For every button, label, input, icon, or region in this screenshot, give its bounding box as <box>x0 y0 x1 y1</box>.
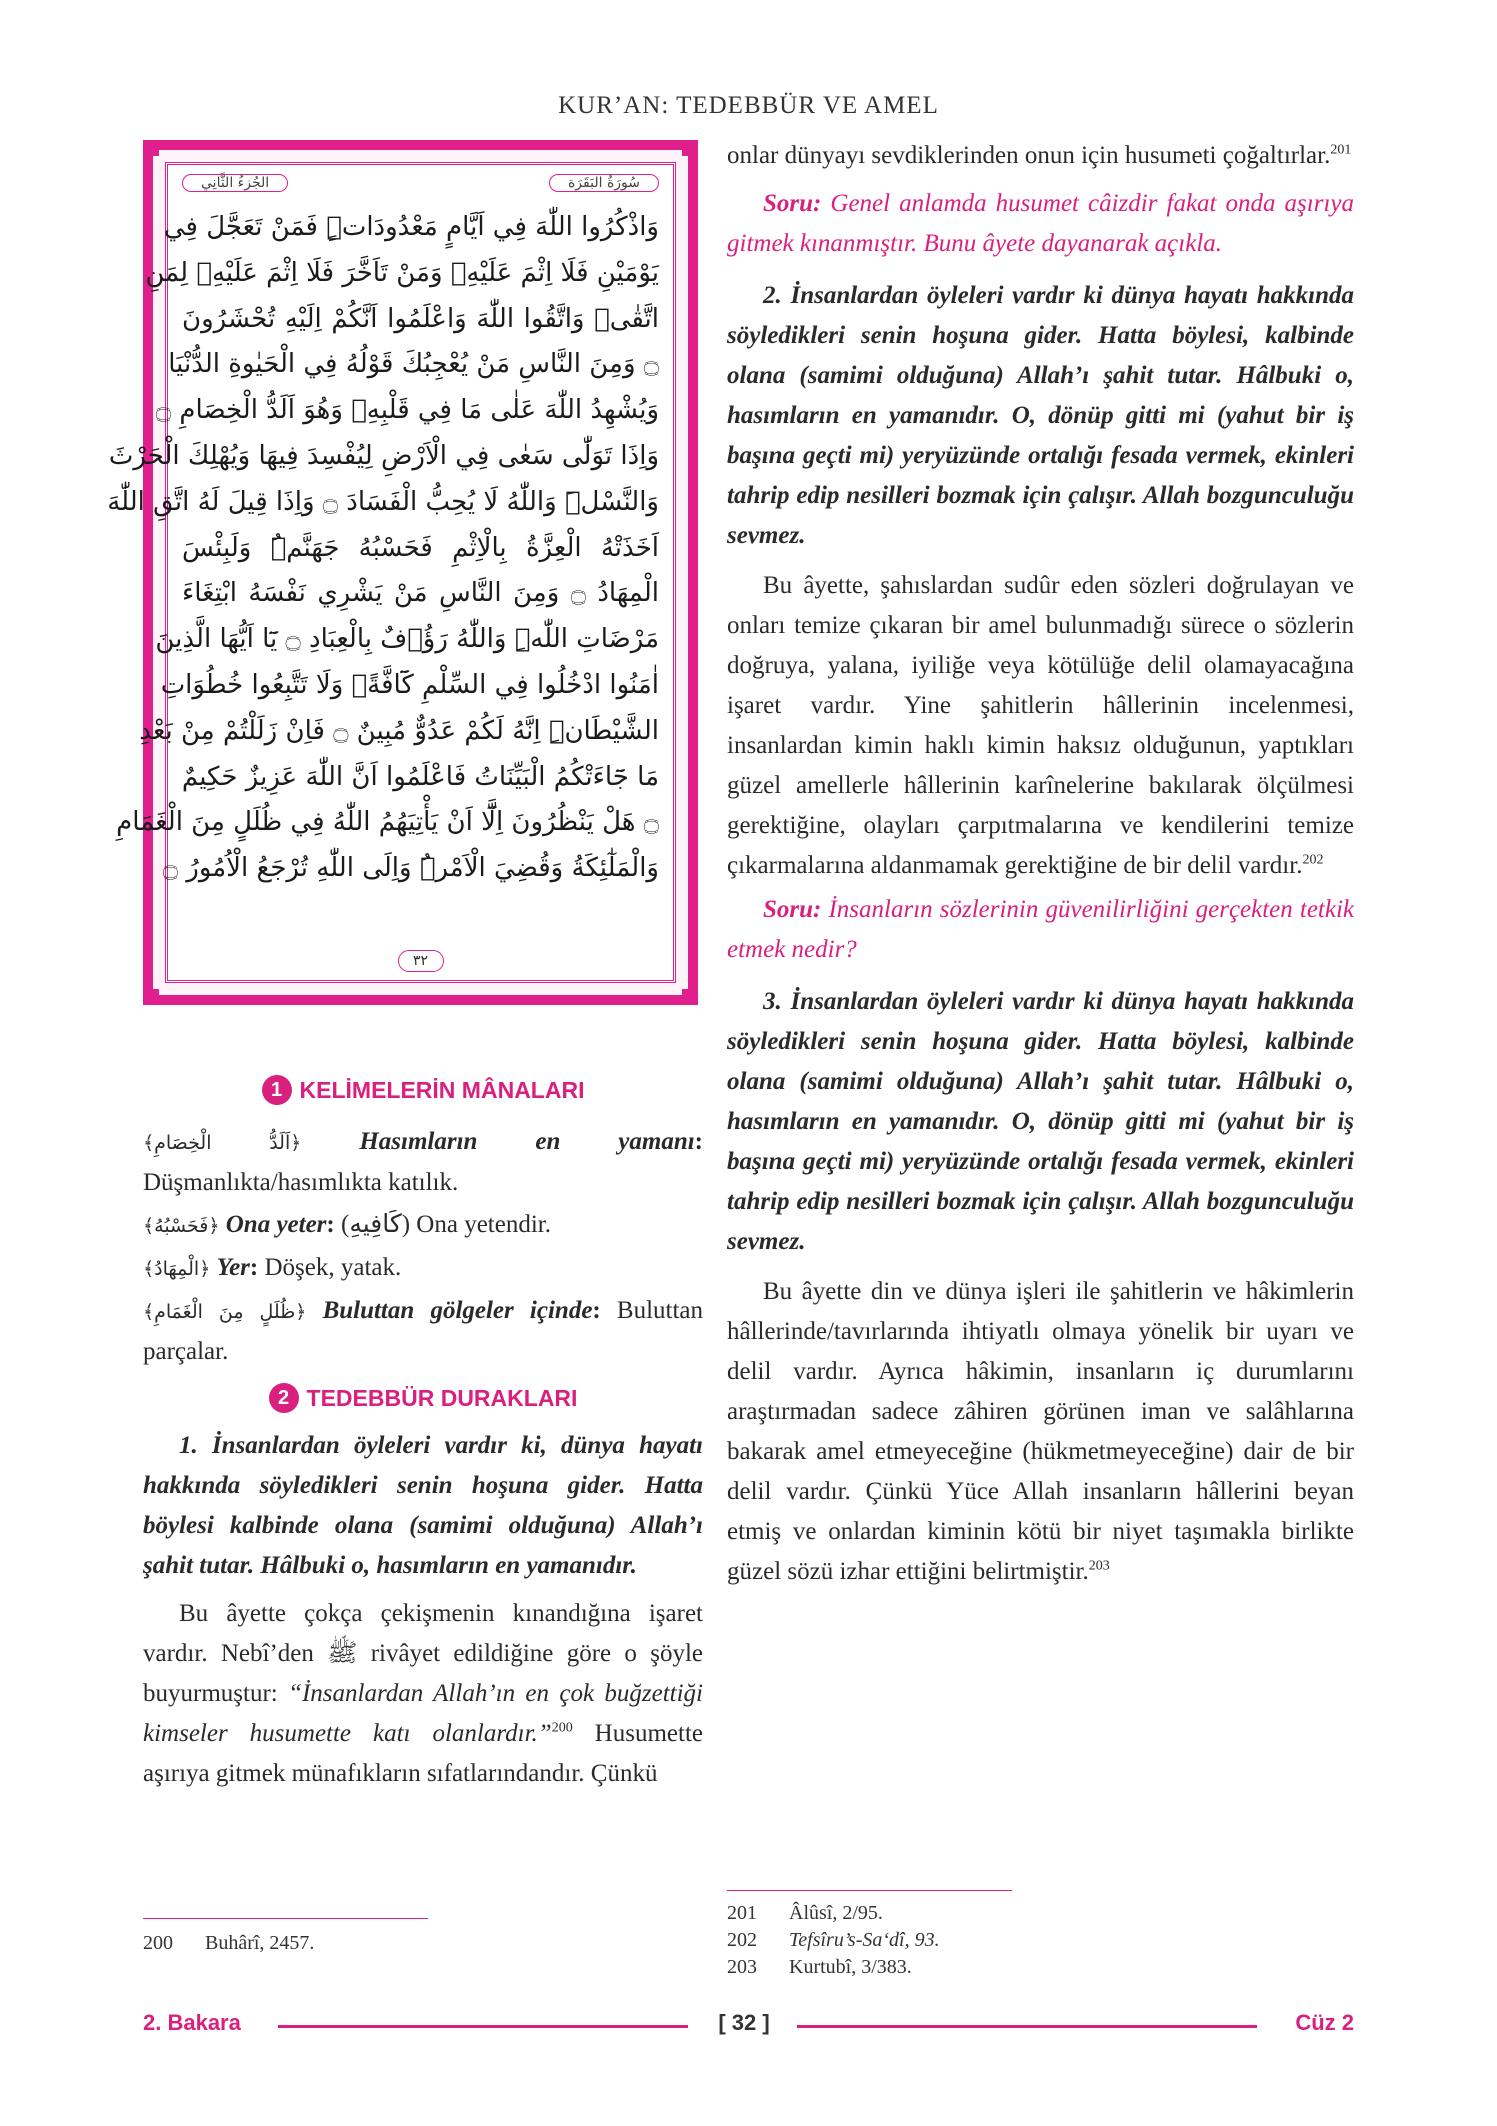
surah-label: سُورَةُ البَقَرَة <box>549 174 659 192</box>
entry-definition: (كَافِيهِ) Ona yetendir. <box>334 1211 551 1238</box>
footnote-number: 201 <box>727 1902 757 1924</box>
footnote-ref: 203 <box>1088 1558 1110 1574</box>
footer-juz: Cüz 2 <box>1295 2010 1354 2035</box>
mushaf-line: الْمِهَادُ ۝ وَمِنَ النَّاسِ مَنْ يَشْرِي نَفْسَهُ ابْتِغَاءَ <box>182 578 659 609</box>
section-number-badge: 1 <box>262 1075 292 1105</box>
arabic-term: ﴿الْمِهَادُ﴾ <box>143 1258 211 1280</box>
mushaf-frame <box>107 140 698 1005</box>
right-column <box>727 136 1354 1592</box>
commentary-paragraph <box>727 1272 1354 1592</box>
mushaf-line: ۝ هَلْ يَنْظُرُونَ اِلَّٓا اَنْ يَأْتِيَهُمُ اللّٰهُ فِي ظُلَلٍ مِنَ الْغَمَامِ <box>116 807 659 838</box>
question-1 <box>727 184 1354 264</box>
question-text: İnsanların sözlerinin güvenilirliğini gerçekten tetkik etmek nedir? <box>727 896 1354 963</box>
arabic-term: ﴿ظُلَلٍ مِنَ الْغَمَامِ﴾ <box>143 1301 307 1323</box>
section-heading-words <box>143 1070 703 1110</box>
mushaf-line: اتَّقٰىۜ وَاتَّقُوا اللّٰهَ وَاعْلَمُوا اَنَّكُمْ اِلَيْهِ تُحْشَرُونَ <box>182 303 659 334</box>
frame-corner-ornament <box>682 989 698 1005</box>
footer-surah: 2. Bakara <box>143 2010 241 2035</box>
paragraph-text: Bu âyette çokça çekişmenin kınandığına işaret vardır. Nebî’den ﷺ rivâyet edildiğine göre o şöyle buyurmuştur: <box>143 1600 704 1707</box>
mushaf-header <box>182 171 659 195</box>
hadith-quote: “İnsanlardan Allah’ın en çok buğzettiği kimseler husumette katı olanlardır.” <box>143 1680 703 1747</box>
reflection-point-2: 2. İnsanlardan öyleleri vardır ki dünya hayatı hakkında söyledikleri senin hoşuna gider. Hatta böylesi, kalbinde olana (samimi olduğuna) Allah’ı şahit tutar. Hâlbuki o, hasımların en yamanıdır. O, dönüp gitti mi (yahut bir iş başına geçti mi) yeryüzünde ortalığı fesada vermek, ekinleri tahrip edip nesilleri bozmak için çalışır. Allah bozgunculuğu sevmez. <box>727 282 1354 549</box>
entry-term: Yer <box>216 1254 250 1281</box>
mushaf-line: وَالنَّسْلَۜ وَاللّٰهُ لَا يُحِبُّ الْفَسَادَ ۝ وَاِذَا قِيلَ لَهُ اتَّقِ اللّٰهَ <box>107 486 659 517</box>
word-entry: ﴿ظُلَلٍ مِنَ الْغَمَامِ﴾ Buluttan gölgeler içinde: Buluttan parçalar. <box>143 1297 704 1365</box>
footnote-number: 202 <box>727 1929 757 1951</box>
footer-rule-right <box>797 2025 1257 2028</box>
mushaf-line: الشَّيْطَانِۜ اِنَّهُ لَكُمْ عَدُوٌّ مُبِينٌ ۝ فَاِنْ زَلَلْتُمْ مِنْ بَعْدِ <box>139 715 659 746</box>
paragraph-text: Bu âyette, şahıslardan sudûr eden sözleri doğrulayan ve onları temize çıkaran bir amel bulunmadığı sürece o sözlerin doğruya, yalana, iyiliğe veya kötülüğe delil olamayacağına işaret vardır. Yine şahitlerin hâllerinin incelenmesi, insanlardan kimin haklı kimin haksız olduğunun, yaptıkları güzel amellerle hâllerinin karînelerine bakılarak ölçülmesi gerektiğine, olayları çarpıtmalarına ve kendilerini temize çıkarmalarına aldanmamak gerektiğine de bir delil vardır. <box>727 572 1354 879</box>
frame-corner-ornament <box>143 140 159 156</box>
arabic-term: ﴿فَحَسْبُهُ﴾ <box>143 1215 220 1237</box>
paragraph-text: Bu âyette din ve dünya işleri ile şahitlerin ve hâkimlerin hâllerinde/tavırlarında ihtiyatlı olmaya yönelik bir uyarı ve delil vardır. Ayrıca hâkimin, insanların iç durumlarını araştırmadan sadece zâhiren görünen iman ve salâhlarına bakarak amel etmeyeceğine (hükmetmeyeceğine) dair de bir delil vardır. Çünkü Yüce Allah insanların hâllerini beyan etmiş ve onlardan kiminin kötü bir niyet taşımakla birlikte güzel sözü izhar ettiğini belirtmiştir. <box>727 1278 1354 1585</box>
footnote-text: Tefsîru’s-Sa‘dî, 93. <box>789 1929 940 1951</box>
footnote-item <box>727 1927 940 1954</box>
running-header: KUR’AN: TEDEBBÜR VE AMEL <box>558 92 939 119</box>
commentary-paragraph <box>143 1594 703 1794</box>
word-entry: ﴿اَلَدُّ الْخِصَامِ﴾ Hasımların en yamanı: Düşmanlıkta/hasımlıkta katılık. <box>143 1128 703 1196</box>
entry-definition: Döşek, yatak. <box>258 1254 402 1281</box>
mushaf-line: وَالْمَلٰٓئِكَةُ وَقُضِيَ الْاَمْرُۜ وَاِلَى اللّٰهِ تُرْجَعُ الْاُمُورُ ۝ <box>162 853 659 884</box>
entry-term: Ona yeter <box>225 1211 327 1238</box>
footnote-rule <box>143 1918 428 1919</box>
paragraph-text: onlar dünyayı sevdiklerinden onun için husumeti çoğaltırlar. <box>727 142 1331 169</box>
footnote-number: 203 <box>727 1956 757 1978</box>
mushaf-text <box>107 205 659 892</box>
entry-term: Hasımların en yamanı <box>359 1128 695 1155</box>
mushaf-page-number: ٣٢ <box>398 950 444 972</box>
word-entry: ﴿فَحَسْبُهُ﴾ Ona yeter: (كَافِيهِ) Ona yetendir. <box>143 1211 551 1238</box>
mushaf-line: ۝ وَمِنَ النَّاسِ مَنْ يُعْجِبُكَ قَوْلُهُ فِي الْحَيٰوةِ الدُّنْيَا <box>168 349 659 380</box>
mushaf-line: اٰمَنُوا ادْخُلُوا فِي السِّلْمِ كَٓافَّةًۖ وَلَا تَتَّبِعُوا خُطُوَاتِ <box>160 669 659 700</box>
footnote-text: Kurtubî, 3/383. <box>789 1956 912 1978</box>
reflection-point-3: 3. İnsanlardan öyleleri vardır ki dünya hayatı hakkında söyledikleri senin hoşuna gider. Hatta böylesi, kalbinde olana (samimi olduğuna) Allah’ı şahit tutar. Hâlbuki o, hasımların en yamanıdır. O, dönüp gitti mi (yahut bir iş başına geçti mi) yeryüzünde ortalığı fesada vermek, ekinleri tahrip edip nesilleri bozmak için çalışır. Allah bozgunculuğu sevmez. <box>727 988 1354 1255</box>
mushaf-line: مَا جَٓاءَتْكُمُ الْبَيِّنَاتُ فَاعْلَمُوا اَنَّ اللّٰهَ عَزِيزٌ حَكِيمٌ <box>181 761 659 792</box>
section-heading-reflection <box>143 1378 703 1418</box>
commentary-continuation <box>727 136 1354 176</box>
footnote-ref: 202 <box>1302 852 1324 868</box>
footnote-number: 200 <box>143 1932 173 1954</box>
mushaf-line: اَخَذَتْهُ الْعِزَّةُ بِالْاِثْمِ فَحَسْبُهُ جَهَنَّمُۜ وَلَبِئْسَ <box>182 532 659 563</box>
frame-corner-ornament <box>143 989 159 1005</box>
footnote-ref: 200 <box>551 1720 573 1736</box>
mushaf-inner-border <box>107 162 676 983</box>
footnote-text: Âlûsî, 2/95. <box>789 1902 883 1924</box>
footer-rule-left <box>278 2025 688 2028</box>
footnote-ref: 201 <box>1330 142 1352 158</box>
juz-label: الجُزءُ الثَّانِي <box>182 174 288 192</box>
commentary-paragraph <box>727 566 1354 886</box>
footnote-item <box>727 1900 883 1927</box>
word-entry: ﴿الْمِهَادُ﴾ Yer: Döşek, yatak. <box>143 1254 402 1281</box>
arabic-term: ﴿اَلَدُّ الْخِصَامِ﴾ <box>143 1132 302 1154</box>
footnote-item <box>143 1930 314 1957</box>
section-number-badge: 2 <box>269 1383 299 1413</box>
question-text: Genel anlamda husumet câizdir fakat onda aşırıya gitmek kınanmıştır. Bunu âyete dayanarak açıkla. <box>727 190 1354 257</box>
footnote-text: Buhârî, 2457. <box>205 1932 315 1954</box>
mushaf-line: وَاِذَا تَوَلّٰى سَعٰى فِي الْاَرْضِ لِيُفْسِدَ فِيهَا وَيُهْلِكَ الْحَرْثَ <box>108 440 659 471</box>
left-column <box>143 1070 703 1794</box>
question-label: Soru: <box>763 896 822 923</box>
reflection-point-1: 1. İnsanlardan öyleleri vardır ki, dünya hayatı hakkında söyledikleri senin hoşuna gider. Hatta böylesi kalbinde olana (samimi olduğuna) Allah’ı şahit tutar. Hâlbuki o, hasımların en yamanıdır. <box>143 1432 703 1579</box>
mushaf-line: يَوْمَيْنِ فَلَا اِثْمَ عَلَيْهِۚ وَمَنْ تَاَخَّرَ فَلَا اِثْمَ عَلَيْهِۙ لِمَنِ <box>145 257 659 288</box>
mushaf-line: وَيُشْهِدُ اللّٰهَ عَلٰى مَا فِي قَلْبِهِۙ وَهُوَ اَلَدُّ الْخِصَامِ ۝ <box>155 395 659 426</box>
section-title: KELİMELERİN MÂNALARI <box>299 1077 585 1103</box>
question-label: Soru: <box>763 190 822 217</box>
entry-definition: Düşmanlıkta/hasımlıkta katılık. <box>143 1169 459 1196</box>
frame-corner-ornament <box>682 140 698 156</box>
entry-term: Buluttan gölgeler içinde <box>322 1297 593 1324</box>
entry-definition: Buluttan parçalar. <box>143 1297 704 1365</box>
section-title: TEDEBBÜR DURAKLARI <box>306 1385 578 1411</box>
mushaf-line: مَرْضَاتِ اللّٰهِۜ وَاللّٰهُ رَؤُ۫فٌ بِالْعِبَادِ ۝ يَٓا اَيُّهَا الَّذِينَ <box>155 624 659 655</box>
paragraph-text: Husumette aşırıya gitmek münafıkların sıfatlarındandır. Çünkü <box>143 1720 703 1787</box>
footnote-rule <box>727 1890 1012 1891</box>
footnote-item <box>727 1954 912 1981</box>
mushaf-line: وَاذْكُرُوا اللّٰهَ فِي اَيَّامٍ مَعْدُودَاتٍۜ فَمَنْ تَعَجَّلَ فِي <box>163 212 659 242</box>
question-2 <box>727 890 1354 970</box>
footer-page-number: [ 32 ] <box>718 2010 770 2035</box>
